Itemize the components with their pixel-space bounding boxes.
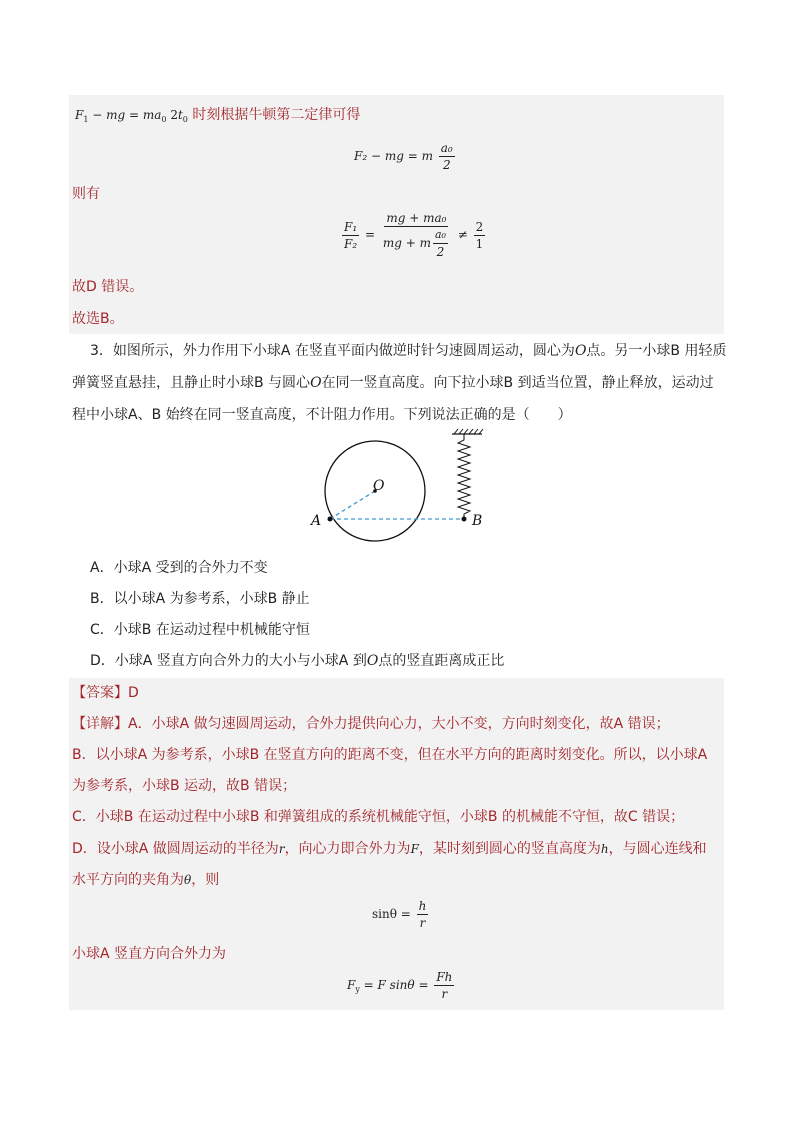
detail-a: [72, 714, 670, 734]
detail-a-text: A．小球A 做匀速圆周运动，合外力提供向心力，大小不变，方向时刻变化，故A 错误；: [128, 716, 670, 732]
ball-a: [328, 517, 333, 522]
detail-d-f: F: [410, 842, 419, 856]
eq-fy-mid: = F sinθ =: [359, 978, 429, 992]
eq-sin-lhs: sinθ =: [372, 907, 411, 921]
eq1-text: 时刻根据牛顿第二定律可得: [192, 107, 361, 123]
detail-d-2a: 水平方向的夹角为: [72, 872, 184, 888]
detail-d-h: h: [600, 842, 609, 856]
question-line-3: 程中小球A、B 始终在同一竖直高度，不计阻力作用。下列说法正确的是（ ）: [72, 407, 572, 423]
question-line-1: [90, 341, 726, 361]
question-line-1-text: 3．如图所示，外力作用下小球A 在竖直平面内做逆时针匀速圆周运动，圆心为: [90, 343, 575, 359]
question-line-1-o: O: [574, 343, 587, 359]
eq1-line: $F_1$ − mg = $ma_0$ $2t_0$ 时刻根据牛顿第二定律可得: [75, 107, 361, 124]
eq2-lhs: F₂ − mg = m: [354, 149, 433, 163]
detail-label: 【详解】: [72, 716, 128, 732]
vertical-force-text: 小球A 竖直方向合外力为: [72, 946, 227, 962]
option-d-o: O: [366, 653, 379, 669]
eq2-num: a₀: [440, 141, 453, 155]
eq-sin-den: r: [419, 916, 426, 930]
eq3-mid-den-den: 2: [436, 245, 445, 259]
detail-d-r: r: [278, 842, 285, 856]
detail-d-theta: θ: [184, 873, 192, 887]
detail-d-2b: ，则: [191, 872, 220, 888]
option-c: C．小球B 在运动过程中机械能守恒: [90, 622, 310, 638]
question-line-1-tail: 点。另一小球B 用轻质: [586, 343, 727, 359]
detail-d-2: [72, 870, 219, 890]
question-line-2-b: 在同一竖直高度。向下拉小球B 到适当位置，静止释放，运动过: [321, 375, 714, 391]
label-a: A: [311, 513, 322, 529]
eq3: $\frac{\text{F₁}}{\text{F₂}}$ = mg + ma₀ mg + m $\frac{\text{a₀}}{2}$ ≠ $\frac{2}{1}$: [344, 211, 484, 259]
question-line-2-a: 弹簧竖直悬挂，且静止时小球B 与圆心: [72, 375, 311, 391]
eq2: [354, 140, 457, 173]
eq-sin-num: h: [418, 899, 427, 913]
spring: [458, 434, 470, 518]
eq3-rhs-num: 2: [475, 219, 484, 234]
eq-fy: [347, 969, 456, 1002]
option-d-post: 点的竖直距离成正比: [378, 653, 505, 669]
eq-fy-den: r: [441, 987, 448, 1001]
eq3-mid-den-left: mg + m: [382, 236, 431, 250]
eq-fy-lhs: F: [347, 978, 356, 992]
option-b: B．以小球A 为参考系，小球B 静止: [90, 591, 310, 607]
eq3-mid-den-num: a₀: [433, 227, 448, 244]
option-a: A．小球A 受到的合外力不变: [90, 560, 268, 576]
d-wrong-text: 故D 错误。: [72, 279, 144, 295]
detail-d-1c: ，某时刻到圆心的竖直高度为: [418, 841, 601, 857]
choose-b-text: 故选B。: [72, 311, 124, 327]
label-b: B: [472, 513, 483, 529]
question-line-2-o: O: [310, 375, 322, 391]
eq3-lhs-num: F₁: [344, 219, 358, 234]
eq3-lhs-den: F₂: [344, 236, 358, 251]
option-d-pre: D．小球A 竖直方向合外力的大小与小球A 到: [90, 653, 367, 669]
detail-d-1d: ，与圆心连线和: [608, 841, 707, 857]
detail-d-1a: D．设小球A 做圆周运动的半径为: [72, 841, 279, 857]
detail-d-1: [72, 839, 707, 859]
answer-label: 【答案】D: [72, 685, 139, 701]
detail-b-1: B．以小球A 为参考系，小球B 在竖直方向的距离不变，但在水平方向的距离时刻变化。所以，以小球A: [72, 747, 708, 763]
eq3-rhs-den: 1: [475, 236, 484, 251]
detail-c: C．小球B 在运动过程中小球B 和弹簧组成的系统机械能守恒，小球B 的机械能不守恒，故C 错误；: [72, 809, 685, 825]
radius-dashed-line: [330, 491, 375, 519]
detail-d-1b: ，向心力即合外力为: [284, 841, 411, 857]
ball-b: [462, 517, 467, 522]
eq-fy-sub: y: [355, 985, 360, 994]
then-label: 则有: [72, 186, 100, 202]
detail-b-2: 为参考系，小球B 运动，故B 错误；: [72, 778, 297, 794]
eq3-mid-num: mg + ma₀: [386, 211, 447, 225]
eq-fy-num: Fh: [436, 970, 453, 984]
ceiling-hatch: [454, 429, 483, 434]
label-o: O: [373, 478, 385, 494]
question-line-2: [72, 373, 714, 393]
option-d: [90, 651, 504, 671]
physics-diagram: [300, 428, 500, 553]
eq2-den: 2: [442, 158, 451, 172]
eq-sin: [372, 898, 430, 931]
